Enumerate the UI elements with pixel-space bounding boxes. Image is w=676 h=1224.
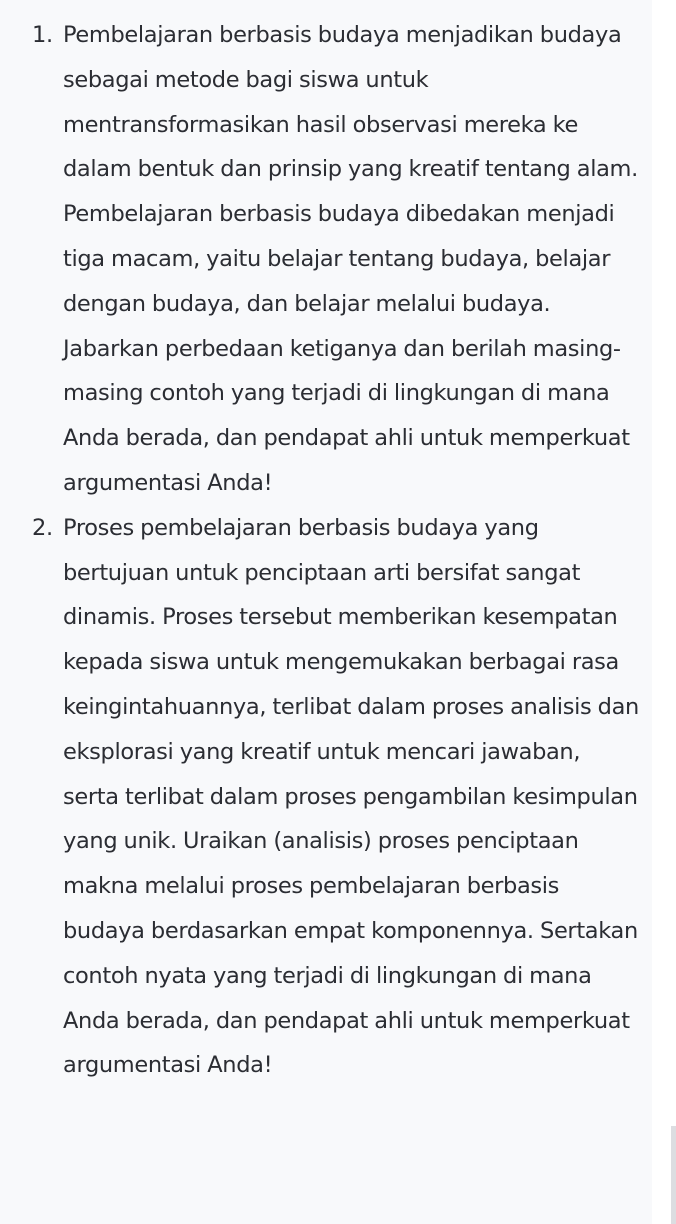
question-number: 1. <box>32 22 53 48</box>
scrollbar[interactable] <box>671 1126 676 1224</box>
question-number: 2. <box>32 514 53 541</box>
question-list <box>0 13 640 1088</box>
question-text: Pembelajaran berbasis budaya menjadikan budaya sebagai metode bagi siswa untuk mentransformasikan hasil observasi mereka ke dalam bentuk dan prinsip yang kreatif tentang alam. Pembelajaran berbasis budaya dibedakan menjadi tiga macam, yaitu belajar tentang budaya, belajar dengan budaya, dan belajar melalui budaya. Jabarkan perbedaan ketiganya dan berilah masing-masing contoh yang terjadi di lingkungan di mana Anda berada, dan pendapat ahli untuk memperkuat argumentasi Anda! <box>63 22 638 496</box>
question-item-1 <box>0 13 640 506</box>
question-text: Proses pembelajaran berbasis budaya yang bertujuan untuk penciptaan arti bersifat sangat dinamis. Proses tersebut memberikan kesempatan kepada siswa untuk mengemukakan berbagai rasa keingintahuannya, terlibat dalam proses analisis dan eksplorasi yang kreatif untuk mencari jawaban, serta terlibat dalam proses pengambilan kesimpulan yang unik. Uraikan (analisis) proses penciptaan makna melalui proses pembelajaran berbasis budaya berdasarkan empat komponennya. Sertakan contoh nyata yang terjadi di lingkungan di mana Anda berada, dan pendapat ahli untuk memperkuat argumentasi Anda! <box>63 514 639 1079</box>
question-item-2 <box>0 506 640 1088</box>
